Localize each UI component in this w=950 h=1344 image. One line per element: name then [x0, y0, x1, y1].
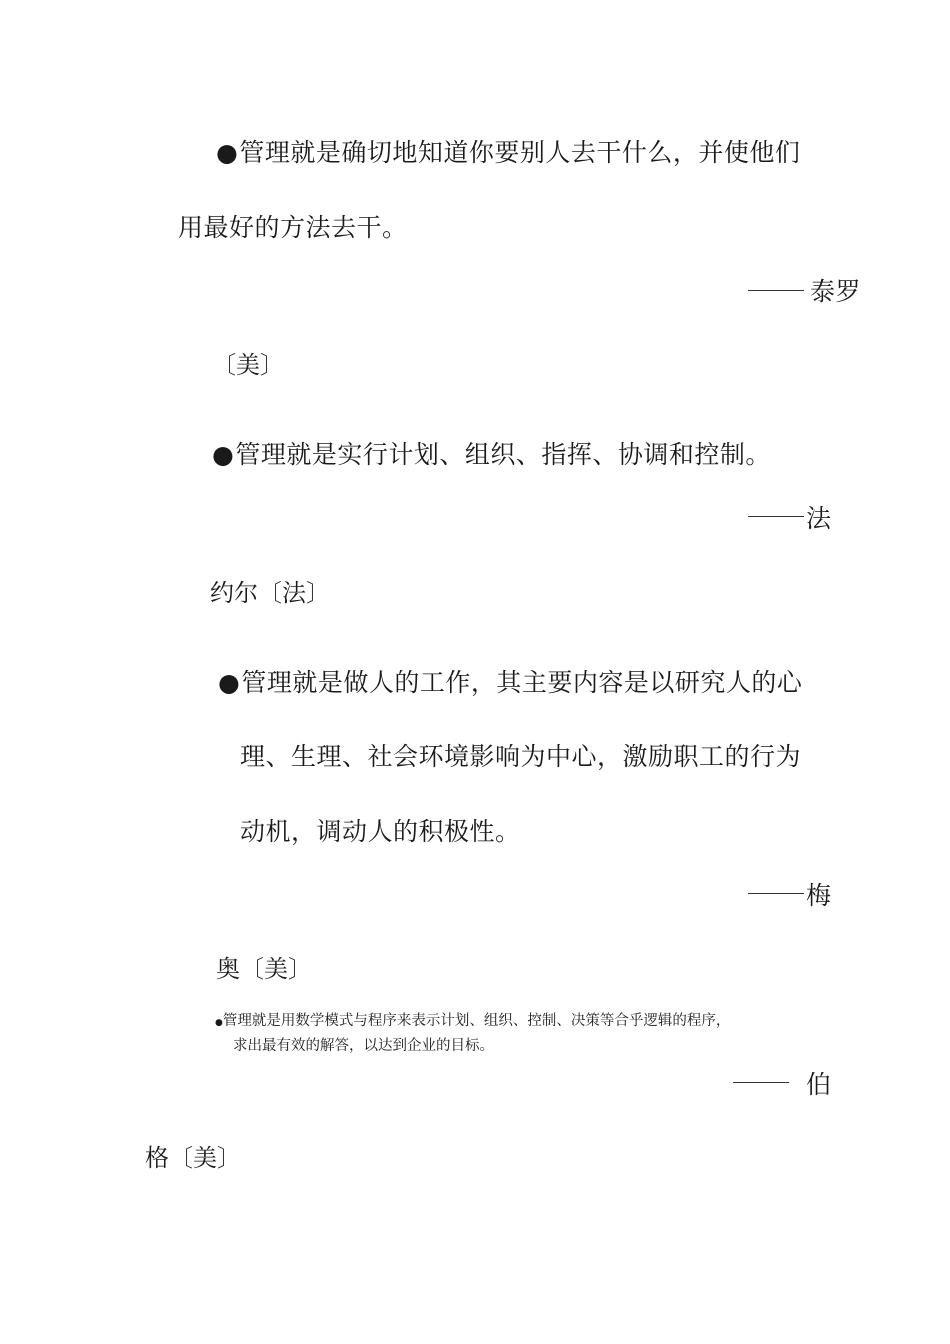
- bullet-icon: ●: [218, 668, 241, 697]
- quote-4-line-2: 求出最有效的解答，以达到企业的目标。: [233, 1038, 494, 1054]
- attribution-dash: [748, 893, 804, 894]
- quote-2-line-1: ●管理就是实行计划、组织、指挥、协调和控制。: [212, 440, 771, 469]
- quote-4-line-1: ●管理就是用数学模式与程序来表示计划、组织、控制、决策等合乎逻辑的程序，: [215, 1013, 731, 1029]
- bullet-icon: ●: [212, 440, 235, 469]
- bullet-icon: ●: [215, 1018, 223, 1028]
- bullet-icon: ●: [216, 138, 239, 167]
- quote-3-line-1: ●管理就是做人的工作，其主要内容是以研究人的心: [218, 668, 803, 697]
- quote-1-author-tail: 泰罗: [810, 277, 862, 306]
- attribution-dash: [748, 290, 804, 291]
- quote-3-author-tail: 梅: [806, 881, 832, 910]
- quote-4-author-head: 格〔美〕: [145, 1144, 241, 1172]
- quote-3-author-head: 奥〔美〕: [216, 955, 312, 983]
- quote-1-line-2: 用最好的方法去干。: [178, 213, 408, 242]
- attribution-dash: [748, 516, 804, 517]
- quote-2-author-head: 约尔〔法〕: [210, 579, 330, 607]
- quote-3-line-3: 动机，调动人的积极性。: [240, 817, 521, 846]
- quote-2-author-tail: 法: [806, 504, 832, 533]
- quote-1-author-head: 〔美〕: [212, 351, 284, 379]
- quote-4-author-tail: 伯: [806, 1070, 832, 1099]
- attribution-dash: [733, 1082, 789, 1083]
- quote-1-line-1: ●管理就是确切地知道你要别人去干什么，并使他们: [216, 138, 801, 167]
- quote-3-line-2: 理、生理、社会环境影响为中心，激励职工的行为: [240, 742, 802, 771]
